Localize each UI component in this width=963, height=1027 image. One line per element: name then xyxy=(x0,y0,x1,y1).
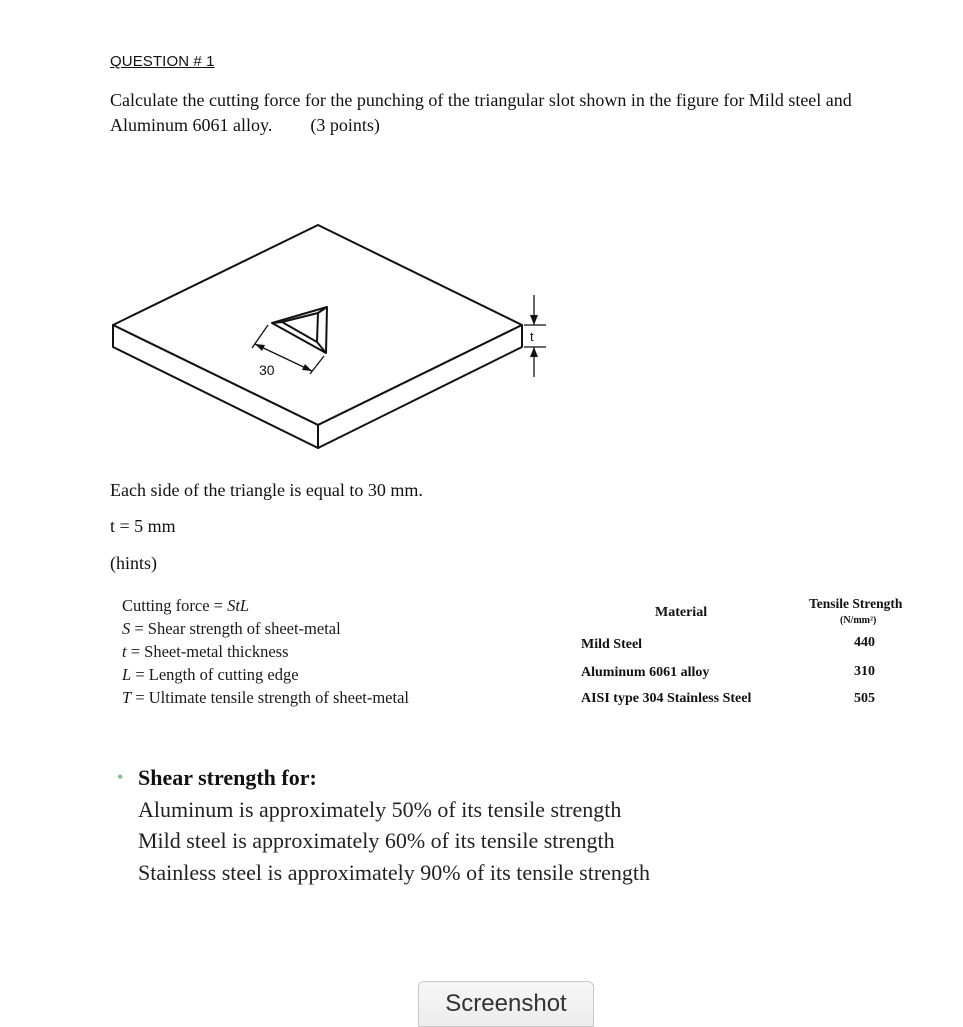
shear-line: Aluminum is approximately 50% of its tensile strength xyxy=(138,796,622,822)
formula-t xyxy=(122,640,409,663)
T-symbol: T xyxy=(122,688,132,707)
question-text xyxy=(110,88,870,138)
question-body: Calculate the cutting force for the punching of the triangular slot shown in the figure for Mild steel and Aluminum 6061 alloy. xyxy=(110,90,852,135)
triangle-side-text: Each side of the triangle is equal to 30 mm. xyxy=(110,480,423,500)
bullet-icon: • xyxy=(117,767,124,787)
T-definition: = Ultimate tensile strength of sheet-metal xyxy=(131,688,409,707)
table-header-material: Material xyxy=(655,605,708,620)
thickness-dimension xyxy=(524,295,546,377)
table-row-value: 440 xyxy=(854,635,875,650)
thickness-text: t = 5 mm xyxy=(110,516,176,536)
formula-S xyxy=(122,617,409,640)
table-row-material: Mild Steel xyxy=(581,637,643,652)
S-definition: = Shear strength of sheet-metal xyxy=(130,619,341,638)
screenshot-button[interactable]: Screenshot xyxy=(418,981,594,1027)
cutting-force-expr: StL xyxy=(227,596,250,615)
formula-T xyxy=(122,686,409,709)
tensile-strength-table xyxy=(570,590,950,712)
table-header-strength: Tensile Strength xyxy=(809,596,903,611)
shear-line: Stainless steel is approximately 90% of its tensile strength xyxy=(138,859,651,885)
S-symbol: S xyxy=(122,619,131,638)
formula-block xyxy=(122,594,409,709)
plate-figure xyxy=(100,200,560,455)
table-row-value: 310 xyxy=(854,664,875,679)
formula-cutting-force xyxy=(122,594,409,617)
t-symbol: t xyxy=(122,642,127,661)
table-row-value: 505 xyxy=(854,691,875,706)
shear-body xyxy=(138,762,698,888)
cutting-force-label: Cutting force = xyxy=(122,596,228,615)
hints-label: (hints) xyxy=(110,553,157,573)
table-row-material: Aluminum 6061 alloy xyxy=(581,665,710,680)
table-header-units: (N/mm²) xyxy=(840,615,877,626)
t-definition: = Sheet-metal thickness xyxy=(126,642,289,661)
shear-heading: Shear strength for: xyxy=(138,765,317,790)
question-heading: QUESTION # 1 xyxy=(110,53,215,70)
question-points: (3 points) xyxy=(310,115,380,135)
L-symbol: L xyxy=(122,665,132,684)
side-length-label: 30 xyxy=(259,362,275,378)
shear-line: Mild steel is approximately 60% of its tensile strength xyxy=(138,828,615,853)
thickness-label: t xyxy=(530,329,534,344)
L-definition: = Length of cutting edge xyxy=(131,665,299,684)
table-row-material: AISI type 304 Stainless Steel xyxy=(581,691,752,706)
formula-L xyxy=(122,663,409,686)
